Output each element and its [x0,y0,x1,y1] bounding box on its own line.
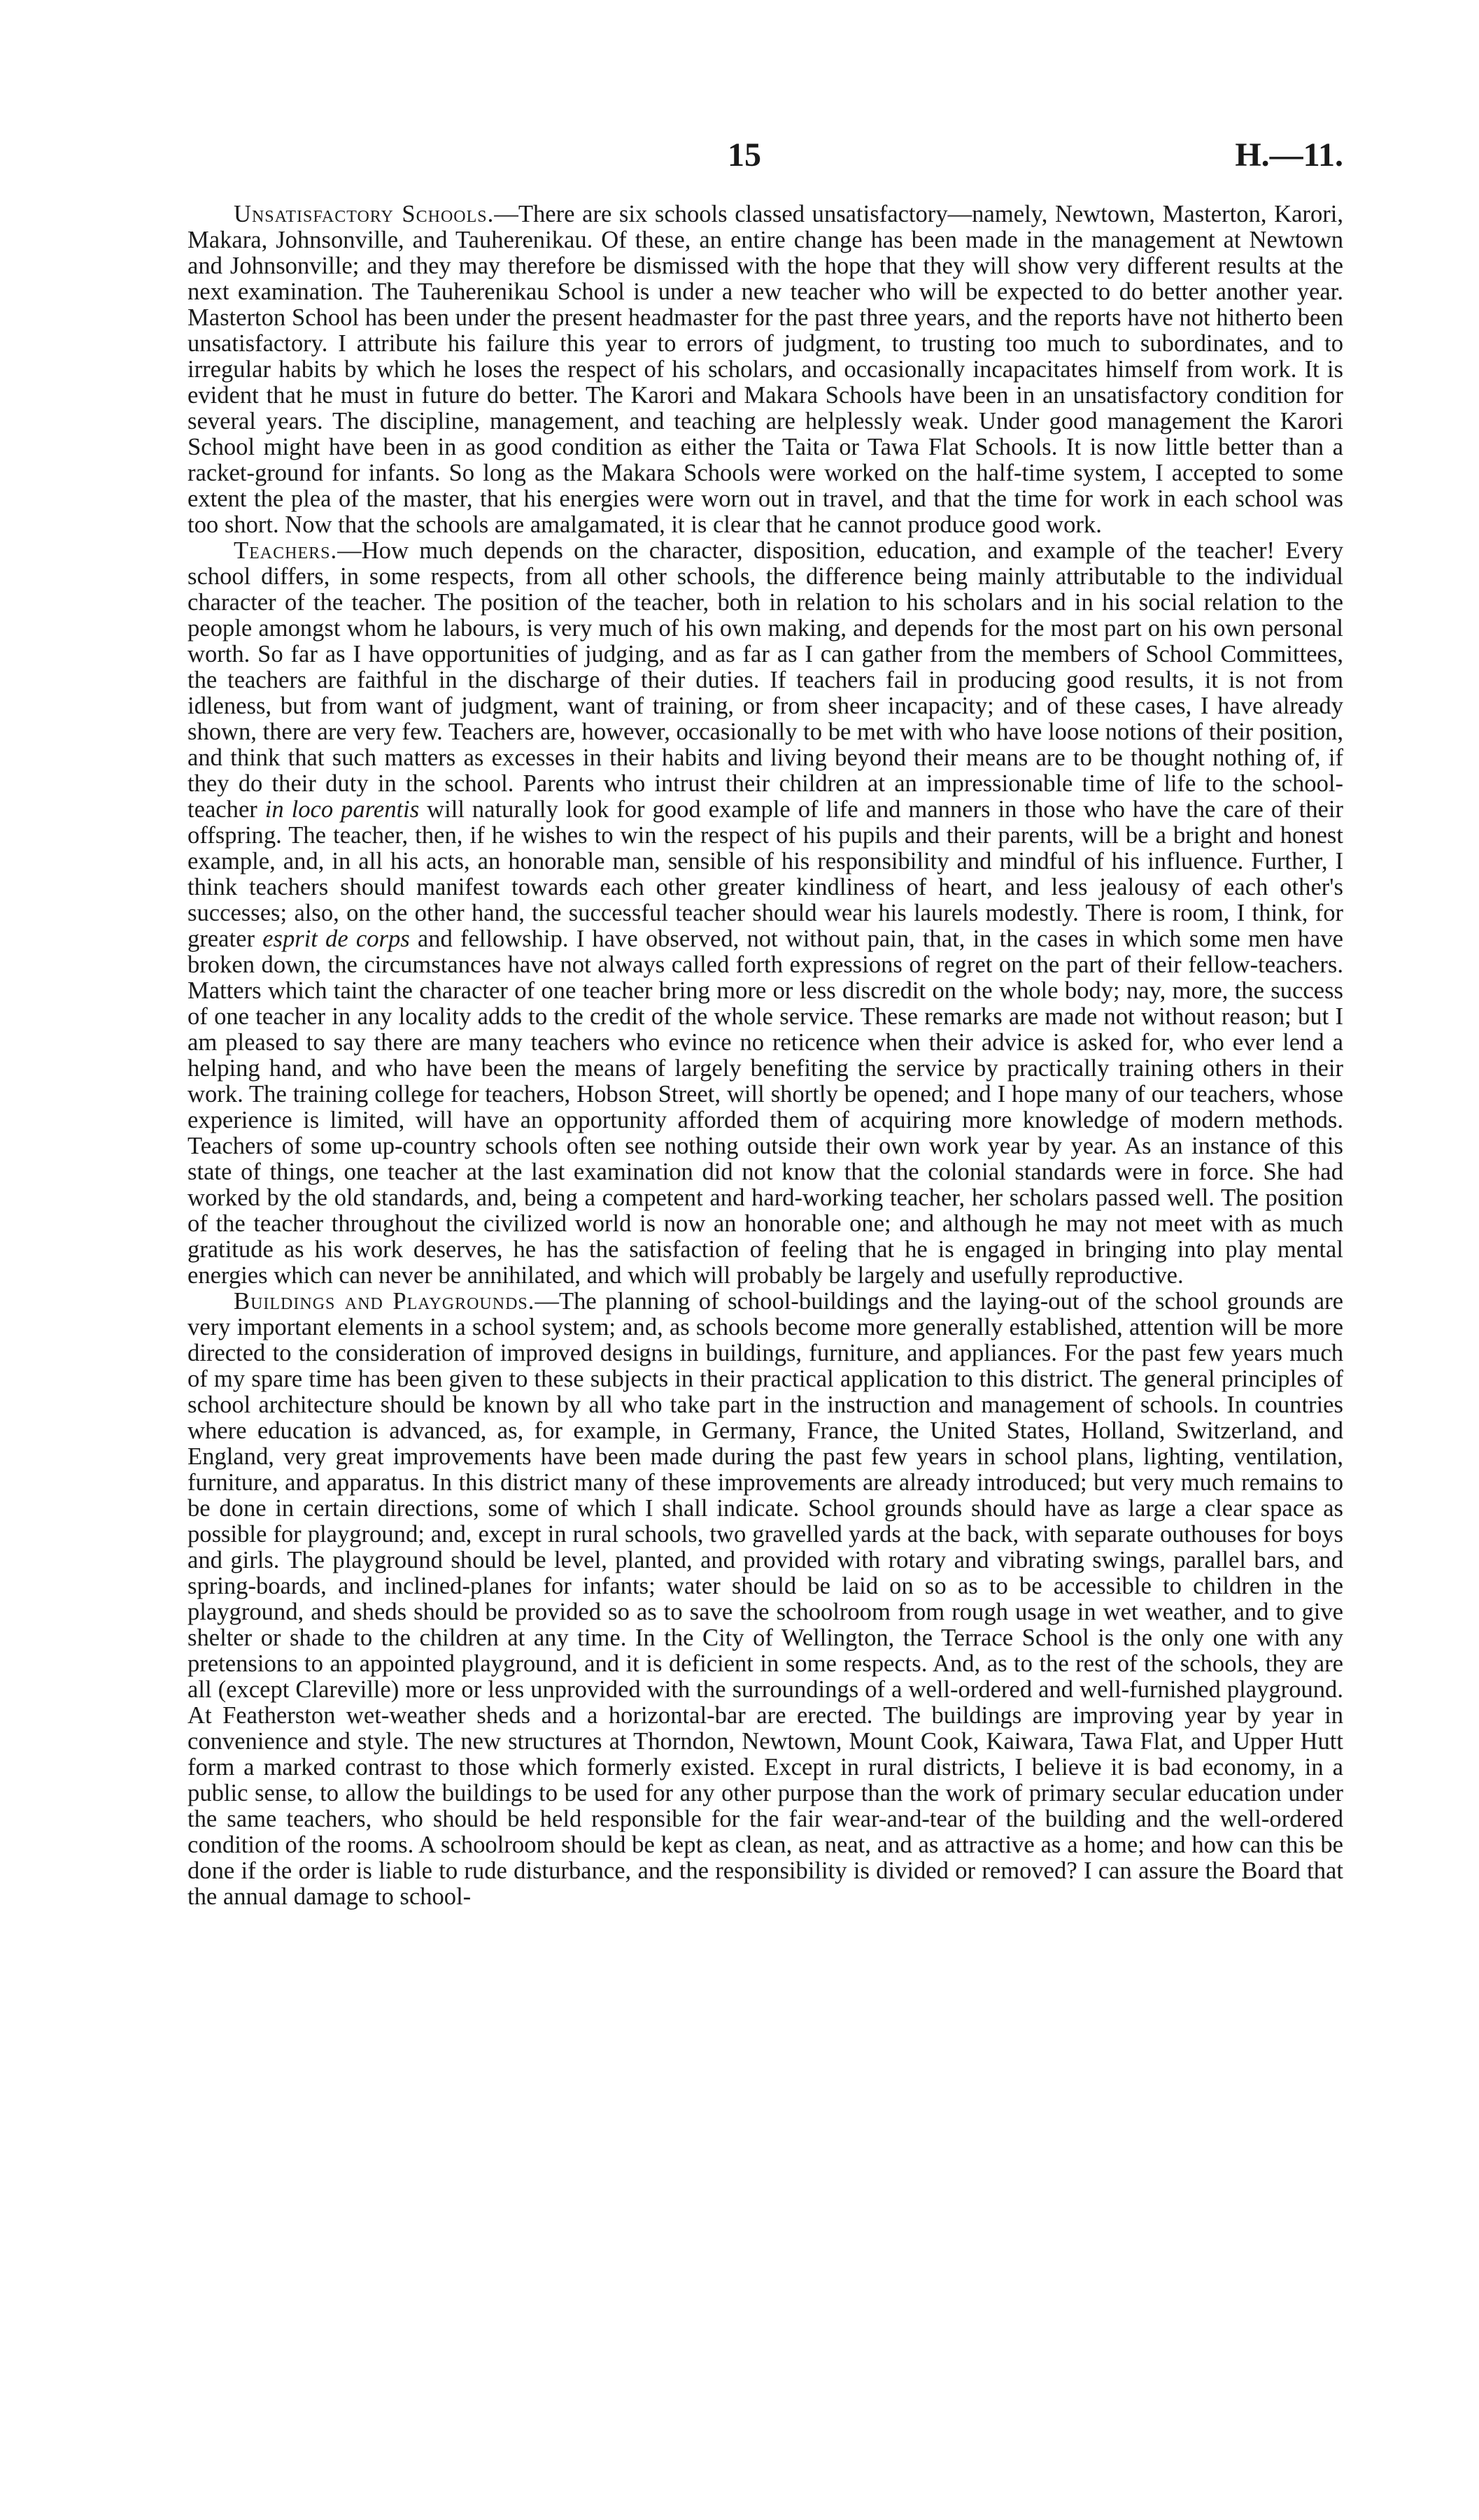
document-page [187,126,1343,1910]
paragraph-text: and fellowship. I have observed, not without pain, that, in the cases in which some men have broken down, the circumstances have not always called forth expressions of regret on the part of their fellow-teachers. Matters which taint the character of one teacher bring more or less discredit on the whole body; nay, more, the success of one teacher in any locality adds to the credit of the whole service. These remarks are made not without reason; but I am pleased to say there are many teachers who evince no reticence when their advice is asked for, who ever lend a helping hand, and who have been the means of largely benefiting the service by practically training others in their work. The training college for teachers, Hobson Street, will shortly be opened; and I hope many of our teachers, whose experience is limited, will have an opportunity afforded them of acquiring more knowledge of modern methods. Teachers of some up-country schools often see nothing outside their own work year by year. As an instance of this state of things, one teacher at the last examination did not know that the colonial standards were in force. She had worked by the old standards, and, being a competent and hard-working teacher, her scholars passed well. The position of the teacher throughout the civilized world is now an honorable one; and although he may not meet with as much gratitude as his work deserves, he has the satisfaction of feeling that he is engaged in bringing into play mental energies which can never be annihilated, and which will probably be largely and usefully reproductive. [187,926,1343,1289]
section-heading: Unsatisfactory Schools. [234,201,495,227]
paragraph-buildings-and-playgrounds [187,1289,1343,1910]
paragraph-text: will naturally look for good example of life and manners in those who have the care of their offspring. The teacher, then, if he wishes to win the respect of his pupils and their parents, will be a bright and honest example, and, in all his acts, an honorable man, sensible of his responsibility and mindful of his influence. Further, I think teachers should manifest towards each other greater kindliness of heart, and less jealousy of each other's successes; also, on the other hand, the successful teacher should wear his laurels modestly. There is room, I think, for greater [187,796,1343,952]
paragraph-text: —There are six schools classed unsatisfactory—namely, Newtown, Masterton, Karori, Makara, Johnsonville, and Tauherenikau. Of these, an entire change has been made in the management at Newtown and Johnsonville; and they may therefore be dismissed with the hope that they will show very different results at the next examination. The Tauherenikau School is under a new teacher who will be expected to do better another year. Masterton School has been under the present headmaster for the past three years, and the reports have not hitherto been unsatisfactory. I attribute his failure this year to errors of judgment, to trusting too much to subordinates, and to irregular habits by which he loses the respect of his scholars, and occasionally incapacitates himself from work. It is evident that he must in future do better. The Karori and Makara Schools have been in an unsatisfactory condition for several years. The discipline, management, and teaching are helplessly weak. Under good management the Karori School might have been in as good condition as either the Taita or Tawa Flat Schools. It is now little better than a racket-ground for infants. So long as the Makara Schools were worked on the half-time system, I accepted to some extent the plea of the master, that his energies were worn out in travel, and that the time for work in each school was too short. Now that the schools are amalgamated, it is clear that he cannot produce good work. [187,201,1343,538]
page-number: 15 [728,136,761,174]
section-heading: Teachers. [234,537,338,564]
document-reference: H.—11. [1235,136,1343,174]
paragraph-teachers [187,538,1343,1289]
report-body [187,201,1343,1910]
italic-phrase: esprit de corps [262,926,410,952]
page-header [187,126,1343,182]
section-heading: Buildings and Playgrounds. [234,1288,535,1315]
paragraph-unsatisfactory-schools [187,201,1343,538]
paragraph-text: —The planning of school-buildings and the laying-out of the school grounds are very important elements in a school system; and, as schools become more generally established, attention will be more directed to the consideration of improved designs in buildings, furniture, and appliances. For the past few years much of my spare time has been given to these subjects in their practical application to this district. The general principles of school architecture should be known by all who take part in the instruction and management of schools. In countries where education is advanced, as, for example, in Germany, France, the United States, Holland, Switzerland, and England, very great improvements have been made during the past few years in school plans, lighting, ventilation, furniture, and apparatus. In this district many of these improvements are already introduced; but very much remains to be done in certain directions, some of which I shall indicate. School grounds should have as large a clear space as possible for playground; and, except in rural schools, two gravelled yards at the back, with separate outhouses for boys and girls. The playground should be level, planted, and provided with rotary and vibrating swings, parallel bars, and spring-boards, and inclined-planes for infants; water should be laid on so as to be accessible to children in the playground, and sheds should be provided so as to save the schoolroom from rough usage in wet weather, and to give shelter or shade to the children at any time. In the City of Wellington, the Terrace School is the only one with any pretensions to an appointed playground, and it is deficient in some respects. And, as to the rest of the schools, they are all (except Clareville) more or less unprovided with the surroundings of a well-ordered and well-furnished playground. At Featherston wet-weather sheds and a horizontal-bar are erected. The buildings are improving year by year in convenience and style. The new structures at Thorndon, Newtown, Mount Cook, Kaiwara, Tawa Flat, and Upper Hutt form a marked contrast to those which formerly existed. Except in rural districts, I believe it is bad economy, in a public sense, to allow the buildings to be used for any other purpose than the work of primary secular education under the same teachers, who should be held responsible for the fair wear-and-tear of the building and the well-ordered condition of the rooms. A schoolroom should be kept as clean, as neat, and as attractive as a home; and how can this be done if the order is liable to rude disturbance, and the responsibility is divided or removed? I can assure the Board that the annual damage to school- [187,1288,1343,1910]
italic-phrase: in loco parentis [264,796,420,823]
paragraph-text: —How much depends on the character, disposition, education, and example of the teacher! Every school differs, in some respects, from all other schools, the difference being mainly attributable to the individual character of the teacher. The position of the teacher, both in relation to his scholars and in his social relation to the people amongst whom he labours, is very much of his own making, and depends for the most part on his own personal worth. So far as I have opportunities of judging, and as far as I can gather from the members of School Committees, the teachers are faithful in the discharge of their duties. If teachers fail in producing good results, it is not from idleness, but from want of judgment, want of training, or from sheer incapacity; and of these cases, I have already shown, there are very few. Teachers are, however, occasionally to be met with who have loose notions of their position, and think that such matters as excesses in their habits and living beyond their means are to be thought nothing of, if they do their duty in the school. Parents who intrust their children at an impressionable time of life to the school-teacher [187,537,1343,823]
